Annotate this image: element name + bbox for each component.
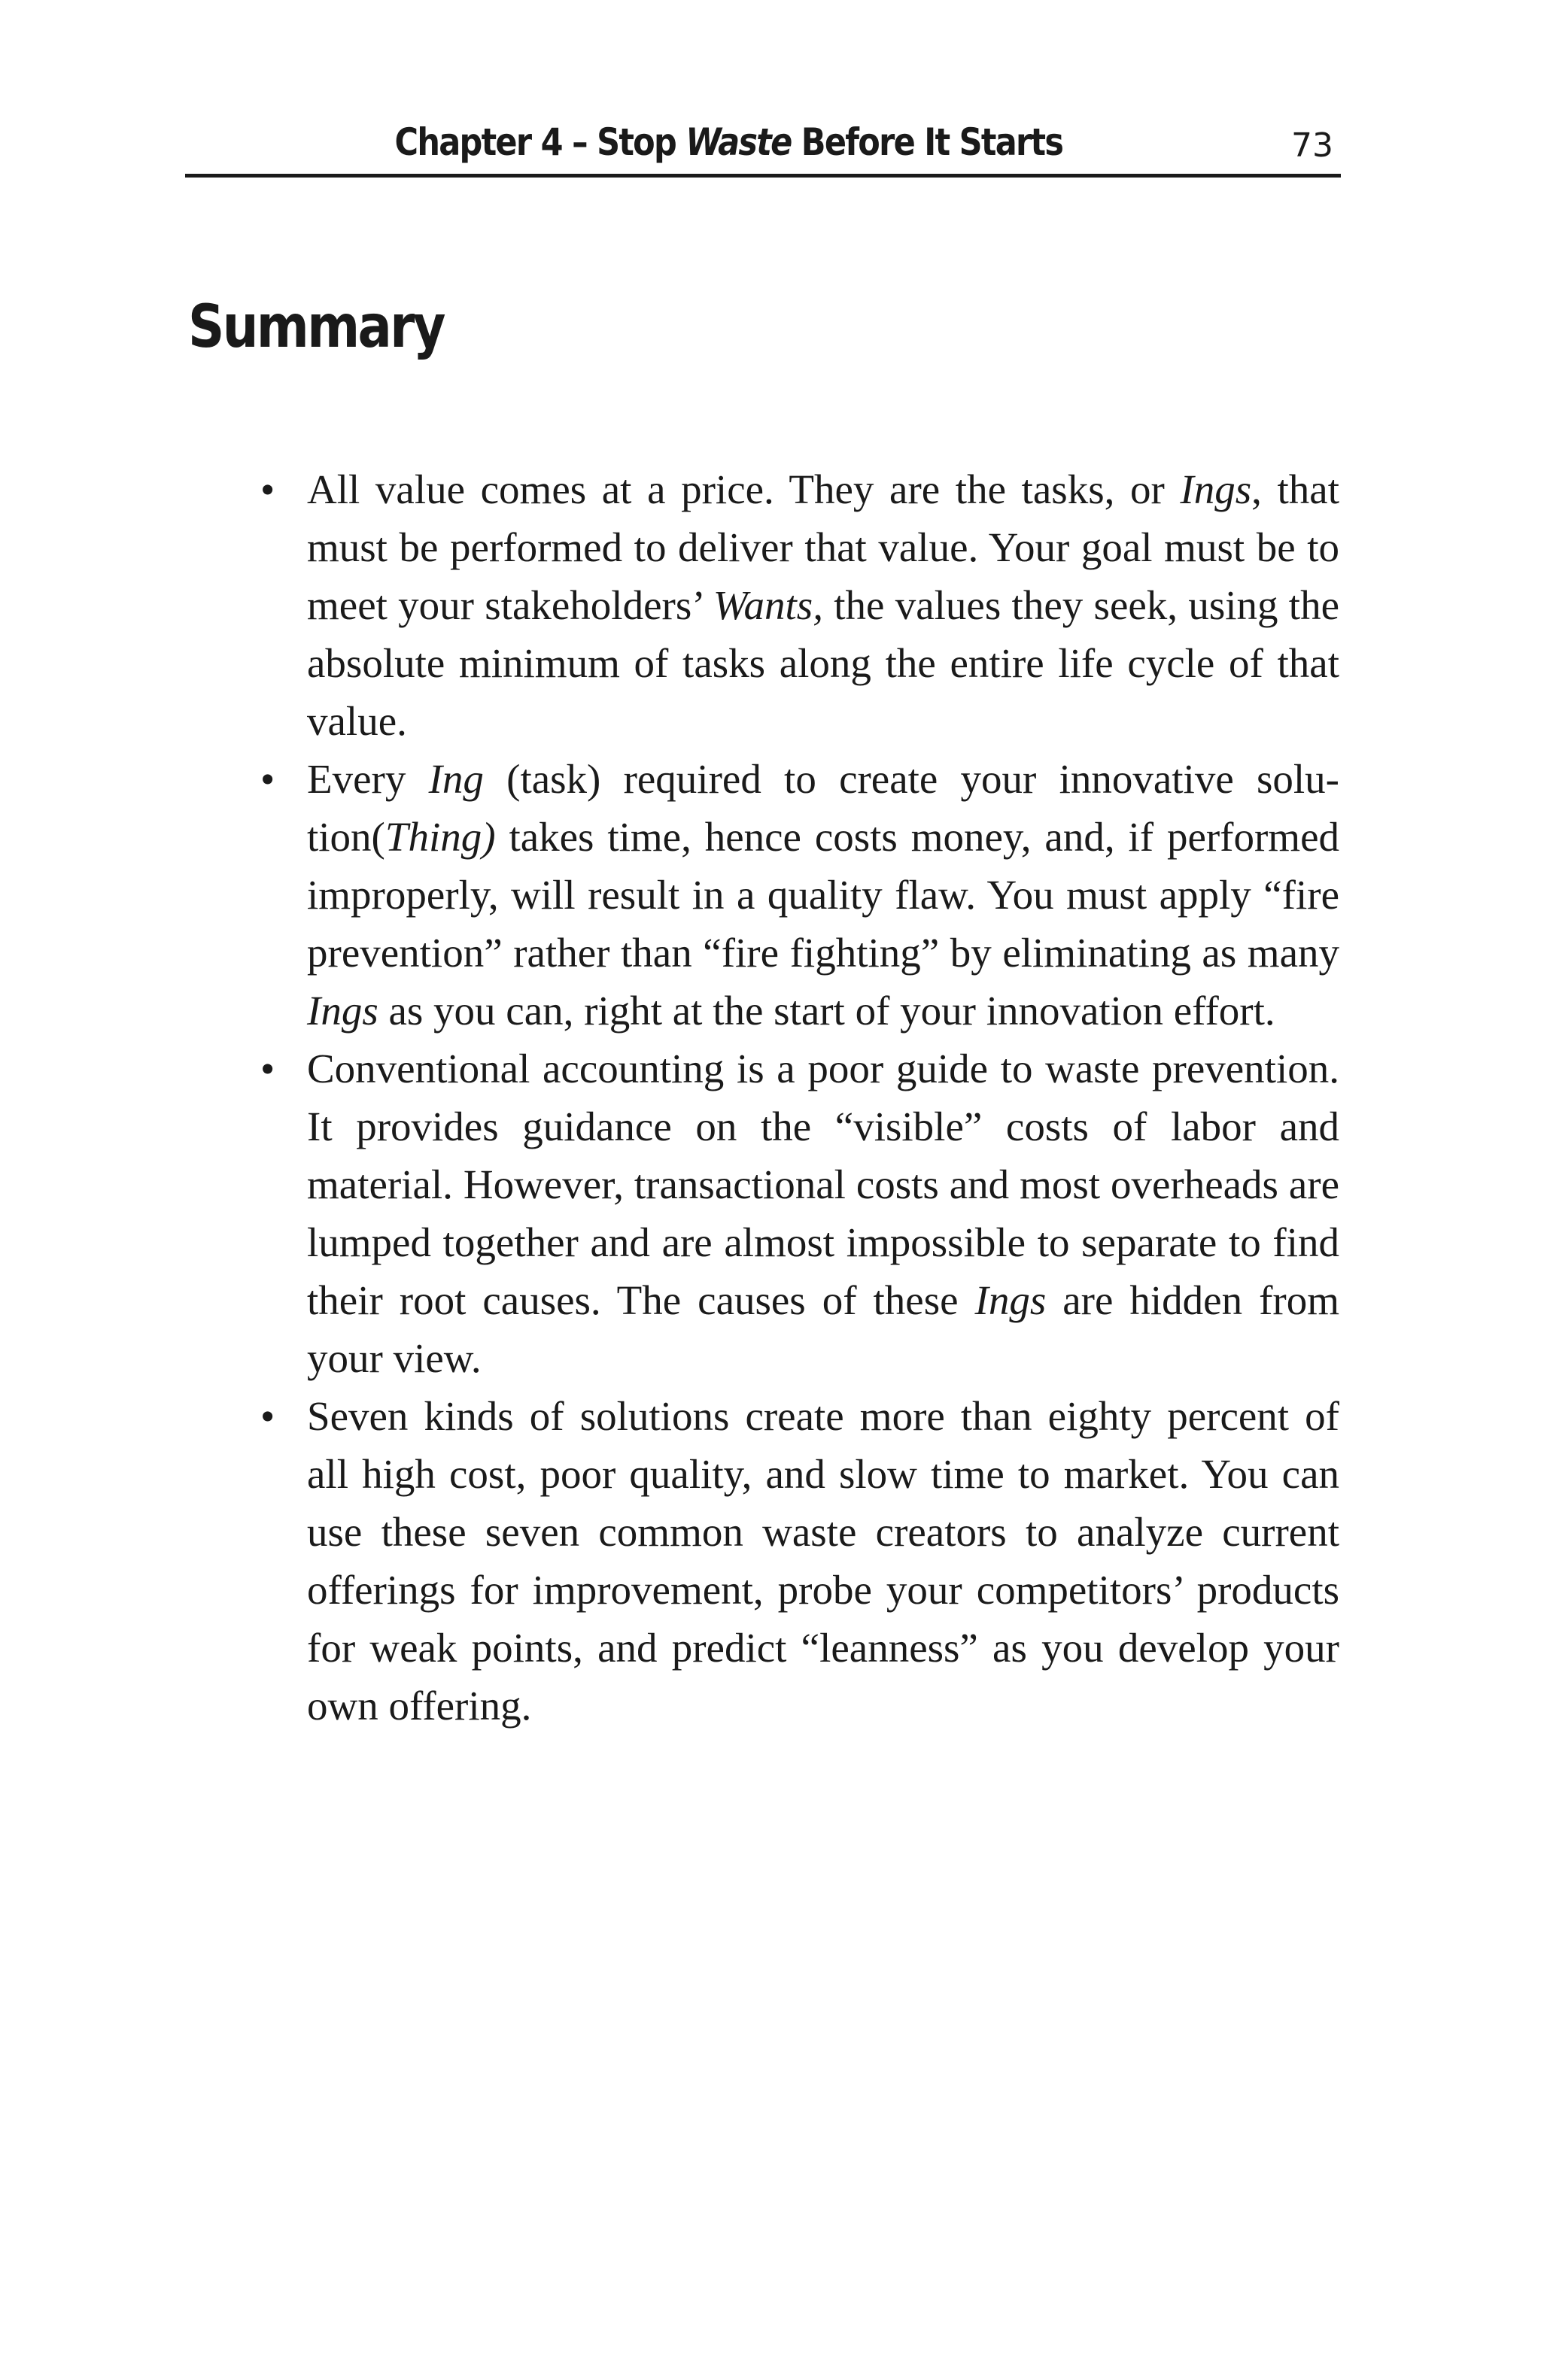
bullet-dot: • bbox=[260, 1046, 275, 1091]
bullet-text: Every bbox=[307, 756, 429, 802]
chapter-title-italic: Waste bbox=[685, 120, 792, 164]
summary-bullet-list bbox=[260, 460, 1339, 1735]
bullet-text: Seven kinds of solutions create more than eighty percent of all high cost, poor quality, and slow time to market. You can use these seven common waste creators to analyze current offerings for improvement, probe your competitors’ products for weak points, and predict “leanness” as you develop your own offering. bbox=[307, 1393, 1339, 1729]
bullet-text: , that must be performed to deliver that value. Your goal must be to meet your stakeholders’ bbox=[307, 466, 1340, 628]
bullet-text: are hidden from your view. bbox=[307, 1277, 1339, 1381]
chapter-title-suffix: Before It Starts bbox=[791, 120, 1062, 164]
summary-bullet-item bbox=[260, 750, 1339, 1040]
running-header bbox=[185, 117, 1341, 178]
italic-term: Ings bbox=[1180, 466, 1252, 512]
italic-term: Wants, bbox=[713, 582, 823, 628]
italic-term: Ings bbox=[307, 988, 378, 1034]
bullet-text: as you can, right at the start of your innovation effort. bbox=[378, 988, 1275, 1034]
bullet-text: takes time, hence costs money, and, if performed improperly, will result in a quality flaw. You must apply “fire prevention” rather than “fire fighting” by eliminating as many bbox=[307, 814, 1339, 976]
summary-bullet-item bbox=[260, 1040, 1339, 1387]
bullet-text: the values they seek, using the absolute minimum of tasks along the entire life cycle of that value. bbox=[307, 582, 1339, 744]
bullet-dot: • bbox=[260, 756, 275, 802]
italic-term: Ing bbox=[428, 756, 484, 802]
bullet-text: Conventional accounting is a poor guide to waste prevention. It provides guidance on the “visible” costs of labor and material. However, transactional costs and most overheads are lumped together and are almost impossible to separate to find their root causes. The causes of these bbox=[307, 1046, 1339, 1323]
bullet-dot: • bbox=[260, 466, 275, 512]
bullet-text: All value comes at a price. They are the tasks, or bbox=[307, 466, 1181, 512]
chapter-title bbox=[394, 120, 1062, 164]
section-title: Summary bbox=[188, 293, 444, 361]
italic-term: Ings bbox=[974, 1277, 1047, 1323]
page-number: 73 bbox=[1291, 126, 1333, 165]
italic-term: Thing) bbox=[384, 814, 496, 860]
bullet-dot: • bbox=[260, 1393, 275, 1439]
summary-bullet-item bbox=[260, 1387, 1339, 1735]
chapter-title-prefix: Chapter 4 – Stop bbox=[394, 120, 686, 164]
bullet-text: (task) required to create your innovative solution( bbox=[307, 756, 1339, 860]
summary-bullet-item bbox=[260, 460, 1339, 750]
